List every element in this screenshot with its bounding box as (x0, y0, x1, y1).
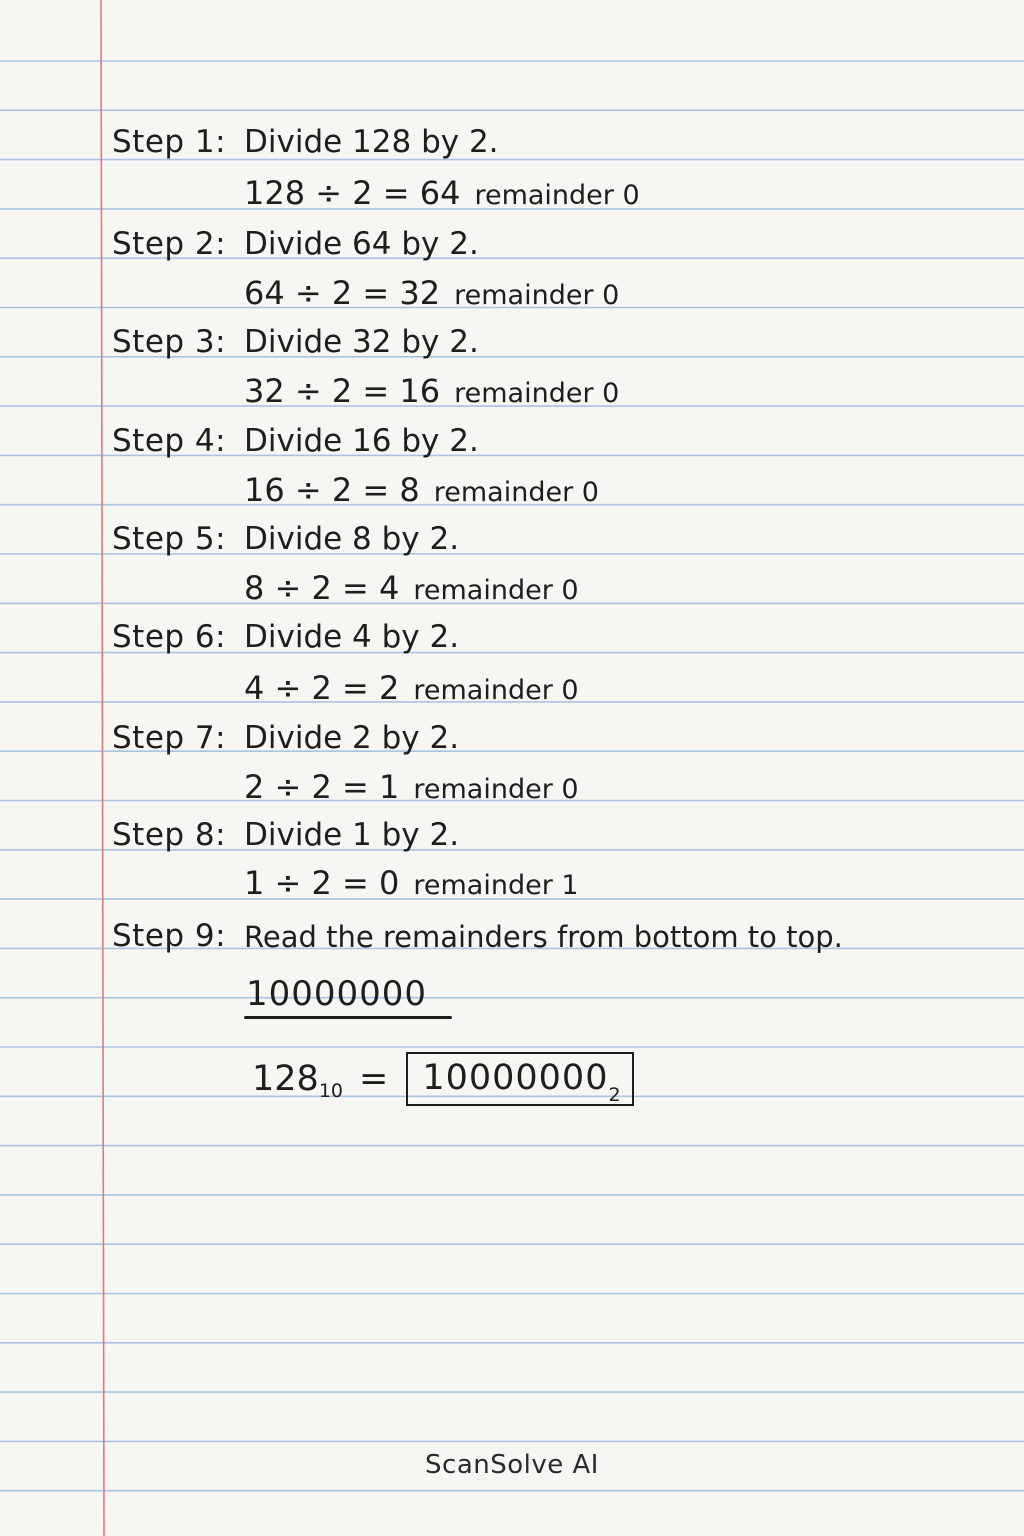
step-4-equation-row (244, 471, 599, 509)
step-6-remainder: remainder 0 (413, 675, 579, 706)
step-4-remainder: remainder 0 (433, 477, 599, 508)
decimal-value: 128 (252, 1059, 319, 1099)
step-5-label: Step 5: (112, 521, 227, 557)
step-7-label: Step 7: (112, 720, 227, 756)
step-6-instruction: Divide 4 by 2. (244, 619, 460, 655)
binary-base: 2 (608, 1084, 622, 1106)
step-8-instruction: Divide 1 by 2. (244, 817, 460, 853)
step-9-instruction: Read the remainders from bottom to top. (244, 920, 843, 954)
step-7-instruction: Divide 2 by 2. (244, 720, 460, 756)
step-2-label: Step 2: (112, 226, 227, 262)
step-2-equation-row (244, 274, 619, 312)
step-6-equation: 4 ÷ 2 = 2 (244, 669, 400, 707)
step-4-equation: 16 ÷ 2 = 8 (244, 471, 420, 509)
step-1-remainder: remainder 0 (474, 180, 640, 211)
step-4-instruction: Divide 16 by 2. (244, 423, 479, 459)
binary-digits: 10000000 (246, 974, 428, 1014)
decimal-base: 10 (318, 1080, 343, 1102)
step-7-equation-row (244, 768, 579, 806)
step-5-remainder: remainder 0 (413, 575, 579, 606)
step-8-label: Step 8: (112, 817, 227, 853)
step-7-remainder: remainder 0 (413, 774, 579, 805)
final-result (252, 1052, 634, 1106)
binary-value: 10000000 (422, 1058, 609, 1098)
step-8-equation: 1 ÷ 2 = 0 (244, 864, 400, 902)
step-2-equation: 64 ÷ 2 = 32 (244, 274, 441, 312)
step-3-equation-row (244, 372, 619, 410)
step-3-instruction: Divide 32 by 2. (244, 324, 479, 360)
step-4-label: Step 4: (112, 423, 227, 459)
step-5-equation-row (244, 569, 579, 607)
step-1-label: Step 1: (112, 124, 227, 160)
step-5-instruction: Divide 8 by 2. (244, 521, 460, 557)
step-5-equation: 8 ÷ 2 = 4 (244, 569, 400, 607)
step-2-instruction: Divide 64 by 2. (244, 226, 479, 262)
step-9-label: Step 9: (112, 918, 227, 954)
step-6-equation-row (244, 669, 579, 707)
step-3-equation: 32 ÷ 2 = 16 (244, 372, 441, 410)
step-3-label: Step 3: (112, 324, 227, 360)
step-1-equation-row (244, 174, 640, 212)
equals-sign: = (359, 1059, 389, 1099)
answer-underline (244, 1016, 452, 1019)
footer-brand: ScanSolve AI (425, 1450, 599, 1480)
step-8-equation-row (244, 864, 579, 902)
step-6-label: Step 6: (112, 619, 227, 655)
step-3-remainder: remainder 0 (454, 378, 620, 409)
step-1-equation: 128 ÷ 2 = 64 (244, 174, 461, 212)
step-1-instruction: Divide 128 by 2. (244, 124, 499, 160)
margin-line (101, 0, 104, 1536)
step-2-remainder: remainder 0 (454, 280, 620, 311)
step-7-equation: 2 ÷ 2 = 1 (244, 768, 400, 806)
boxed-binary-result (406, 1052, 633, 1106)
step-8-remainder: remainder 1 (413, 870, 579, 901)
